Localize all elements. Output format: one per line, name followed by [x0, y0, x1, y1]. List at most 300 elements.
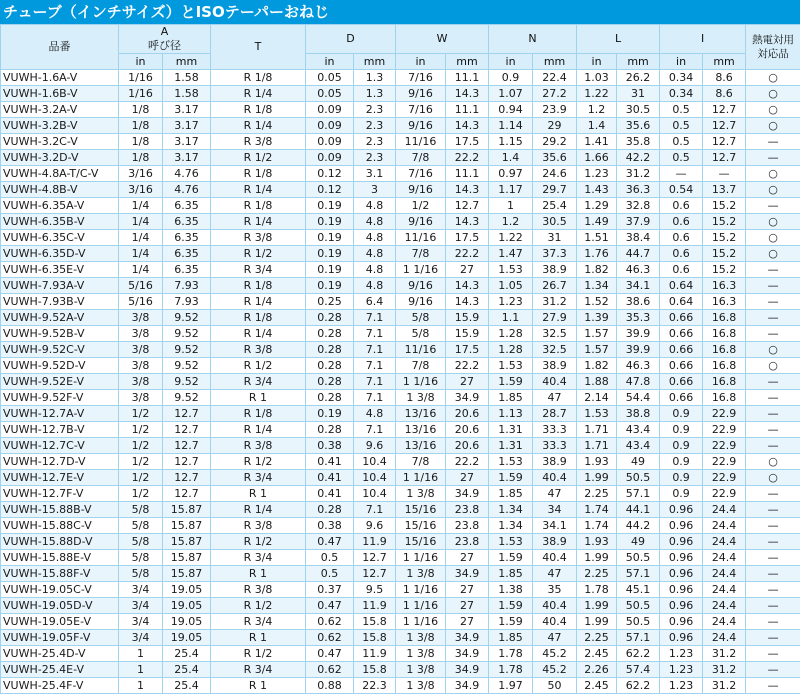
cell-w-in: 1 3/8: [396, 630, 446, 646]
cell-thermocouple: ○: [746, 166, 800, 182]
cell-l-mm: 43.4: [617, 422, 660, 438]
cell-t: R 1/4: [211, 502, 306, 518]
header-a-sub: 呼び径: [119, 39, 210, 53]
cell-d-in: 0.38: [306, 518, 354, 534]
cell-i-mm: 24.4: [703, 518, 746, 534]
cell-i-mm: 24.4: [703, 582, 746, 598]
cell-a-mm: 1.58: [163, 86, 211, 102]
cell-n-in: 1.53: [489, 454, 533, 470]
cell-w-in: 15/16: [396, 502, 446, 518]
cell-n-mm: 37.3: [533, 246, 577, 262]
cell-w-in: 1 1/16: [396, 374, 446, 390]
cell-l-in: 1.71: [577, 422, 617, 438]
cell-n-in: 1.14: [489, 118, 533, 134]
cell-part-no: VUWH-4.8A-T/C-V: [1, 166, 119, 182]
cell-i-in: 0.54: [660, 182, 703, 198]
cell-n-in: 1.59: [489, 470, 533, 486]
cell-d-mm: 2.3: [354, 102, 396, 118]
cell-thermocouple: ○: [746, 102, 800, 118]
cell-n-in: 1.53: [489, 262, 533, 278]
cell-a-in: 3/16: [119, 182, 163, 198]
cell-d-in: 0.09: [306, 150, 354, 166]
cell-w-mm: 14.3: [446, 214, 489, 230]
cell-a-in: 3/4: [119, 598, 163, 614]
cell-i-in: 0.66: [660, 310, 703, 326]
cell-d-mm: 1.3: [354, 86, 396, 102]
cell-i-mm: 31.2: [703, 662, 746, 678]
cell-a-in: 1/8: [119, 150, 163, 166]
cell-l-mm: 46.3: [617, 262, 660, 278]
table-row: [1, 582, 800, 598]
table-row: [1, 86, 800, 102]
cell-l-mm: 45.1: [617, 582, 660, 598]
cell-l-in: 2.45: [577, 646, 617, 662]
cell-part-no: VUWH-19.05C-V: [1, 582, 119, 598]
cell-w-in: 15/16: [396, 534, 446, 550]
header-thermocouple-line1: 熱電対用: [752, 34, 794, 46]
cell-i-mm: —: [703, 166, 746, 182]
header-a: [119, 25, 211, 54]
cell-d-mm: 2.3: [354, 118, 396, 134]
cell-w-mm: 22.2: [446, 454, 489, 470]
header-n: N: [489, 25, 577, 54]
cell-n-mm: 47: [533, 486, 577, 502]
cell-n-in: 1.22: [489, 230, 533, 246]
cell-a-mm: 6.35: [163, 214, 211, 230]
cell-n-in: 1.53: [489, 358, 533, 374]
cell-d-in: 0.5: [306, 550, 354, 566]
cell-part-no: VUWH-3.2B-V: [1, 118, 119, 134]
cell-t: R 1/4: [211, 214, 306, 230]
header-l: L: [577, 25, 660, 54]
cell-part-no: VUWH-15.88D-V: [1, 534, 119, 550]
cell-i-in: 0.96: [660, 582, 703, 598]
cell-l-mm: 54.4: [617, 390, 660, 406]
cell-a-in: 3/4: [119, 630, 163, 646]
cell-d-in: 0.88: [306, 678, 354, 694]
cell-i-in: 0.96: [660, 534, 703, 550]
cell-t: R 1/8: [211, 406, 306, 422]
cell-d-in: 0.5: [306, 566, 354, 582]
cell-n-in: 1.78: [489, 646, 533, 662]
cell-thermocouple: —: [746, 614, 800, 630]
cell-t: R 1/4: [211, 422, 306, 438]
cell-l-in: 1.88: [577, 374, 617, 390]
cell-l-mm: 35.6: [617, 118, 660, 134]
cell-l-mm: 39.9: [617, 326, 660, 342]
cell-i-mm: 16.8: [703, 342, 746, 358]
cell-w-mm: 20.6: [446, 438, 489, 454]
cell-i-mm: 24.4: [703, 502, 746, 518]
cell-d-in: 0.62: [306, 662, 354, 678]
cell-thermocouple: —: [746, 294, 800, 310]
cell-a-mm: 15.87: [163, 518, 211, 534]
cell-n-mm: 32.5: [533, 326, 577, 342]
cell-d-mm: 7.1: [354, 342, 396, 358]
cell-i-in: 0.6: [660, 230, 703, 246]
cell-w-mm: 11.1: [446, 102, 489, 118]
cell-d-in: 0.28: [306, 326, 354, 342]
table-row: [1, 678, 800, 694]
cell-a-in: 3/8: [119, 374, 163, 390]
cell-w-in: 7/16: [396, 166, 446, 182]
cell-l-in: 1.39: [577, 310, 617, 326]
cell-t: R 1: [211, 566, 306, 582]
cell-n-in: 1.34: [489, 518, 533, 534]
header-d: D: [306, 25, 396, 54]
cell-n-mm: 29.7: [533, 182, 577, 198]
cell-thermocouple: —: [746, 422, 800, 438]
cell-a-mm: 19.05: [163, 614, 211, 630]
cell-w-mm: 17.5: [446, 134, 489, 150]
cell-part-no: VUWH-15.88E-V: [1, 550, 119, 566]
cell-l-in: 1.99: [577, 470, 617, 486]
cell-i-mm: 31.2: [703, 646, 746, 662]
cell-d-mm: 11.9: [354, 534, 396, 550]
cell-l-mm: 62.2: [617, 646, 660, 662]
cell-a-mm: 15.87: [163, 566, 211, 582]
cell-i-mm: 8.6: [703, 70, 746, 86]
cell-w-in: 7/8: [396, 358, 446, 374]
cell-n-in: 1.13: [489, 406, 533, 422]
cell-w-in: 5/8: [396, 326, 446, 342]
cell-d-in: 0.12: [306, 166, 354, 182]
cell-w-mm: 27: [446, 262, 489, 278]
cell-part-no: VUWH-6.35C-V: [1, 230, 119, 246]
unit-mm: mm: [703, 54, 746, 70]
cell-l-mm: 38.4: [617, 230, 660, 246]
cell-part-no: VUWH-12.7F-V: [1, 486, 119, 502]
cell-a-mm: 1.58: [163, 70, 211, 86]
cell-part-no: VUWH-9.52F-V: [1, 390, 119, 406]
cell-l-in: 1.29: [577, 198, 617, 214]
cell-part-no: VUWH-12.7E-V: [1, 470, 119, 486]
cell-w-mm: 14.3: [446, 118, 489, 134]
header-a-label: A: [161, 25, 169, 38]
cell-t: R 1/2: [211, 454, 306, 470]
cell-l-in: 2.14: [577, 390, 617, 406]
cell-t: R 3/8: [211, 342, 306, 358]
cell-l-mm: 36.3: [617, 182, 660, 198]
cell-l-in: 1.57: [577, 326, 617, 342]
cell-d-in: 0.28: [306, 310, 354, 326]
table-row: [1, 614, 800, 630]
cell-d-in: 0.19: [306, 262, 354, 278]
cell-thermocouple: —: [746, 534, 800, 550]
cell-l-in: 1.82: [577, 358, 617, 374]
cell-l-mm: 43.4: [617, 438, 660, 454]
cell-n-in: 1: [489, 198, 533, 214]
cell-a-mm: 9.52: [163, 358, 211, 374]
cell-i-in: 1.23: [660, 678, 703, 694]
cell-d-mm: 7.1: [354, 326, 396, 342]
cell-w-mm: 22.2: [446, 150, 489, 166]
cell-a-mm: 3.17: [163, 134, 211, 150]
cell-n-mm: 31.2: [533, 294, 577, 310]
cell-thermocouple: —: [746, 598, 800, 614]
table-row: [1, 182, 800, 198]
cell-a-mm: 19.05: [163, 582, 211, 598]
cell-d-mm: 9.6: [354, 438, 396, 454]
cell-a-mm: 9.52: [163, 326, 211, 342]
cell-d-in: 0.09: [306, 134, 354, 150]
cell-d-mm: 12.7: [354, 550, 396, 566]
cell-d-in: 0.47: [306, 598, 354, 614]
cell-i-mm: 15.2: [703, 230, 746, 246]
cell-part-no: VUWH-9.52A-V: [1, 310, 119, 326]
cell-part-no: VUWH-6.35A-V: [1, 198, 119, 214]
cell-part-no: VUWH-9.52B-V: [1, 326, 119, 342]
cell-l-mm: 44.1: [617, 502, 660, 518]
cell-d-in: 0.19: [306, 278, 354, 294]
cell-a-mm: 19.05: [163, 630, 211, 646]
table-row: [1, 518, 800, 534]
cell-a-in: 1/4: [119, 262, 163, 278]
cell-i-in: 0.9: [660, 422, 703, 438]
cell-a-in: 3/8: [119, 310, 163, 326]
cell-l-mm: 30.5: [617, 102, 660, 118]
cell-d-in: 0.47: [306, 534, 354, 550]
cell-n-mm: 40.4: [533, 550, 577, 566]
cell-w-in: 7/8: [396, 246, 446, 262]
cell-l-in: 1.53: [577, 406, 617, 422]
cell-part-no: VUWH-15.88C-V: [1, 518, 119, 534]
cell-d-mm: 6.4: [354, 294, 396, 310]
cell-l-in: 1.57: [577, 342, 617, 358]
cell-l-in: 1.41: [577, 134, 617, 150]
cell-thermocouple: —: [746, 438, 800, 454]
unit-mm: mm: [354, 54, 396, 70]
cell-a-in: 1/4: [119, 198, 163, 214]
cell-l-in: 2.25: [577, 630, 617, 646]
cell-n-mm: 33.3: [533, 438, 577, 454]
cell-part-no: VUWH-25.4D-V: [1, 646, 119, 662]
cell-a-in: 1: [119, 678, 163, 694]
cell-n-mm: 32.5: [533, 342, 577, 358]
cell-a-mm: 9.52: [163, 374, 211, 390]
cell-t: R 3/8: [211, 518, 306, 534]
cell-t: R 1: [211, 678, 306, 694]
cell-i-mm: 16.8: [703, 358, 746, 374]
cell-l-in: 1.2: [577, 102, 617, 118]
cell-w-mm: 34.9: [446, 646, 489, 662]
cell-n-mm: 50: [533, 678, 577, 694]
cell-d-mm: 3: [354, 182, 396, 198]
cell-d-mm: 4.8: [354, 278, 396, 294]
cell-part-no: VUWH-7.93A-V: [1, 278, 119, 294]
cell-w-mm: 14.3: [446, 294, 489, 310]
cell-l-mm: 62.2: [617, 678, 660, 694]
cell-a-mm: 12.7: [163, 486, 211, 502]
cell-l-in: 1.99: [577, 614, 617, 630]
cell-i-in: 0.5: [660, 150, 703, 166]
cell-i-mm: 24.4: [703, 566, 746, 582]
cell-w-mm: 17.5: [446, 342, 489, 358]
cell-thermocouple: —: [746, 678, 800, 694]
cell-n-in: 0.97: [489, 166, 533, 182]
spec-table: [0, 24, 800, 694]
cell-d-in: 0.19: [306, 246, 354, 262]
cell-i-in: 0.96: [660, 598, 703, 614]
cell-i-in: 0.96: [660, 502, 703, 518]
table-row: [1, 470, 800, 486]
cell-part-no: VUWH-4.8B-V: [1, 182, 119, 198]
cell-t: R 1/2: [211, 534, 306, 550]
cell-l-in: 1.51: [577, 230, 617, 246]
cell-d-in: 0.62: [306, 630, 354, 646]
cell-i-in: 0.5: [660, 118, 703, 134]
table-row: [1, 278, 800, 294]
cell-a-mm: 3.17: [163, 118, 211, 134]
cell-t: R 1/4: [211, 86, 306, 102]
cell-n-mm: 34.1: [533, 518, 577, 534]
cell-n-mm: 47: [533, 390, 577, 406]
cell-a-mm: 25.4: [163, 662, 211, 678]
cell-a-mm: 4.76: [163, 182, 211, 198]
unit-mm: mm: [617, 54, 660, 70]
cell-part-no: VUWH-12.7B-V: [1, 422, 119, 438]
cell-t: R 1/8: [211, 198, 306, 214]
cell-w-mm: 23.8: [446, 502, 489, 518]
cell-i-mm: 16.3: [703, 294, 746, 310]
cell-d-in: 0.19: [306, 406, 354, 422]
cell-t: R 3/4: [211, 262, 306, 278]
cell-w-in: 13/16: [396, 438, 446, 454]
table-row: [1, 230, 800, 246]
cell-l-mm: 49: [617, 454, 660, 470]
cell-d-mm: 7.1: [354, 374, 396, 390]
cell-w-in: 13/16: [396, 406, 446, 422]
cell-l-mm: 31.2: [617, 166, 660, 182]
cell-d-in: 0.19: [306, 230, 354, 246]
cell-n-in: 1.59: [489, 374, 533, 390]
cell-l-mm: 44.7: [617, 246, 660, 262]
cell-i-mm: 15.2: [703, 214, 746, 230]
cell-i-mm: 24.4: [703, 614, 746, 630]
cell-l-mm: 46.3: [617, 358, 660, 374]
table-row: [1, 438, 800, 454]
cell-d-mm: 4.8: [354, 230, 396, 246]
cell-part-no: VUWH-9.52D-V: [1, 358, 119, 374]
cell-n-mm: 22.4: [533, 70, 577, 86]
cell-l-in: 2.26: [577, 662, 617, 678]
cell-thermocouple: —: [746, 198, 800, 214]
cell-l-mm: 57.1: [617, 630, 660, 646]
cell-d-in: 0.41: [306, 470, 354, 486]
cell-n-mm: 38.9: [533, 262, 577, 278]
cell-w-mm: 23.8: [446, 534, 489, 550]
cell-part-no: VUWH-3.2C-V: [1, 134, 119, 150]
cell-a-in: 1/4: [119, 214, 163, 230]
cell-d-in: 0.47: [306, 646, 354, 662]
cell-w-mm: 14.3: [446, 278, 489, 294]
cell-n-mm: 33.3: [533, 422, 577, 438]
cell-i-mm: 24.4: [703, 598, 746, 614]
cell-n-mm: 35.6: [533, 150, 577, 166]
cell-d-mm: 11.9: [354, 598, 396, 614]
cell-d-in: 0.37: [306, 582, 354, 598]
cell-w-in: 1 1/16: [396, 582, 446, 598]
cell-d-mm: 10.4: [354, 454, 396, 470]
cell-d-in: 0.41: [306, 454, 354, 470]
cell-a-in: 5/8: [119, 550, 163, 566]
cell-d-mm: 10.4: [354, 486, 396, 502]
cell-a-mm: 4.76: [163, 166, 211, 182]
table-row: [1, 70, 800, 86]
cell-w-in: 1 3/8: [396, 678, 446, 694]
cell-w-mm: 22.2: [446, 358, 489, 374]
cell-part-no: VUWH-15.88B-V: [1, 502, 119, 518]
cell-l-in: 2.25: [577, 486, 617, 502]
table-row: [1, 198, 800, 214]
cell-a-mm: 7.93: [163, 278, 211, 294]
cell-part-no: VUWH-12.7C-V: [1, 438, 119, 454]
cell-i-in: 0.6: [660, 198, 703, 214]
cell-d-mm: 7.1: [354, 310, 396, 326]
cell-n-in: 1.17: [489, 182, 533, 198]
cell-n-in: 1.34: [489, 502, 533, 518]
header-thermocouple: [746, 25, 800, 70]
table-row: [1, 214, 800, 230]
cell-n-mm: 34: [533, 502, 577, 518]
cell-l-mm: 31: [617, 86, 660, 102]
cell-w-in: 1/2: [396, 198, 446, 214]
cell-d-mm: 12.7: [354, 566, 396, 582]
cell-n-in: 1.2: [489, 214, 533, 230]
cell-l-in: 1.82: [577, 262, 617, 278]
cell-a-in: 1/8: [119, 134, 163, 150]
cell-l-in: 1.49: [577, 214, 617, 230]
cell-l-in: 1.23: [577, 166, 617, 182]
cell-d-in: 0.09: [306, 102, 354, 118]
cell-l-in: 2.25: [577, 566, 617, 582]
cell-a-mm: 9.52: [163, 310, 211, 326]
cell-w-in: 5/8: [396, 310, 446, 326]
cell-i-in: 0.66: [660, 342, 703, 358]
cell-n-mm: 25.4: [533, 198, 577, 214]
cell-l-mm: 42.2: [617, 150, 660, 166]
cell-thermocouple: —: [746, 310, 800, 326]
cell-l-in: 1.22: [577, 86, 617, 102]
cell-l-mm: 44.2: [617, 518, 660, 534]
cell-i-mm: 24.4: [703, 630, 746, 646]
cell-w-in: 1 3/8: [396, 662, 446, 678]
cell-i-in: 0.5: [660, 134, 703, 150]
cell-w-mm: 15.9: [446, 326, 489, 342]
cell-part-no: VUWH-3.2A-V: [1, 102, 119, 118]
cell-i-in: 0.96: [660, 566, 703, 582]
cell-t: R 1/2: [211, 246, 306, 262]
cell-d-mm: 3.1: [354, 166, 396, 182]
cell-n-mm: 40.4: [533, 374, 577, 390]
table-row: [1, 166, 800, 182]
table-row: [1, 630, 800, 646]
cell-d-mm: 9.6: [354, 518, 396, 534]
cell-w-mm: 27: [446, 374, 489, 390]
cell-t: R 3/4: [211, 470, 306, 486]
cell-d-mm: 22.3: [354, 678, 396, 694]
cell-t: R 3/4: [211, 374, 306, 390]
cell-thermocouple: ○: [746, 86, 800, 102]
header-thermocouple-line2: 対応品: [757, 48, 789, 60]
cell-w-mm: 12.7: [446, 198, 489, 214]
cell-n-in: 1.23: [489, 294, 533, 310]
cell-t: R 1/8: [211, 310, 306, 326]
cell-i-in: 0.9: [660, 438, 703, 454]
cell-i-mm: 22.9: [703, 422, 746, 438]
cell-a-in: 1/4: [119, 246, 163, 262]
cell-t: R 1: [211, 630, 306, 646]
